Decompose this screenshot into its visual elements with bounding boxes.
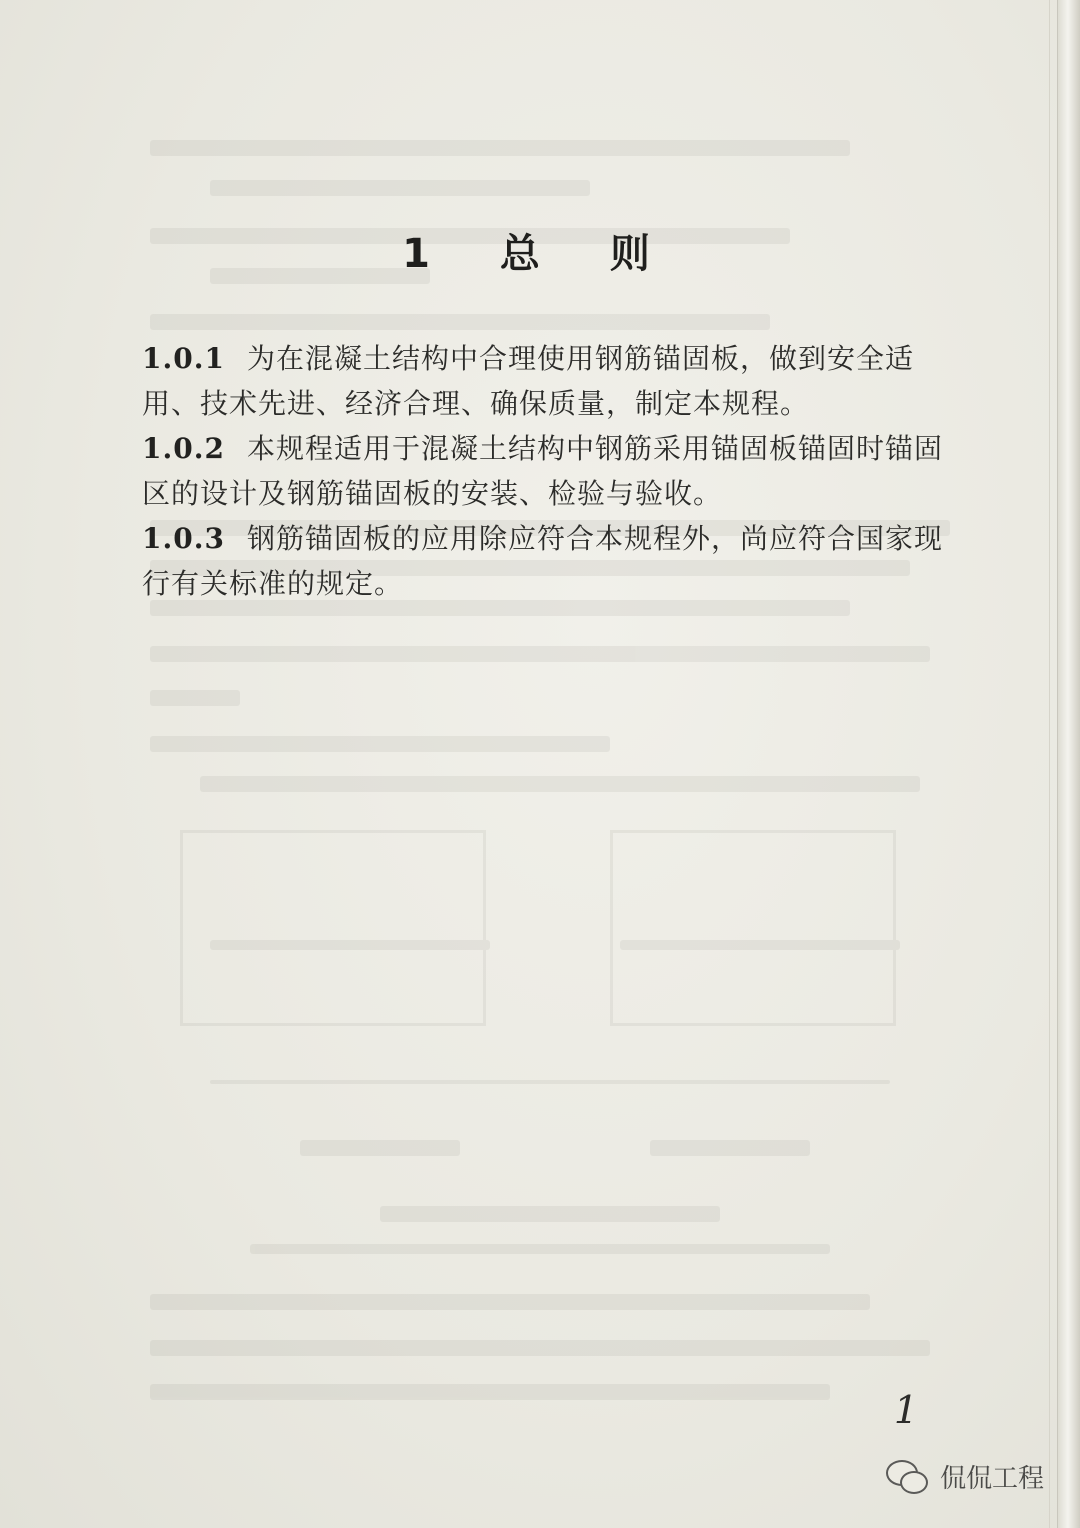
page-number: 1 — [893, 1388, 918, 1432]
clause-number: 1.0.3 — [142, 522, 225, 555]
clause-text: 本规程适用于混凝土结构中钢筋采用锚固板锚固时锚固区的设计及钢筋锚固板的安装、检验与验收。 — [142, 432, 943, 510]
clause-number: 1.0.2 — [142, 432, 225, 465]
clause-1-0-3 — [142, 516, 962, 606]
clause-text: 为在混凝土结构中合理使用钢筋锚固板，做到安全适用、技术先进、经济合理、确保质量，制定本规程。 — [142, 342, 914, 420]
clause-1-0-1 — [142, 336, 962, 426]
clause-number: 1.0.1 — [142, 342, 225, 375]
wechat-icon — [886, 1460, 928, 1494]
chapter-title: 1 总 则 — [402, 231, 678, 277]
watermark — [886, 1458, 1044, 1495]
watermark-text: 侃侃工程 — [939, 1464, 1044, 1494]
clause-1-0-2 — [142, 426, 962, 516]
clause-text: 钢筋锚固板的应用除应符合本规程外，尚应符合国家现行有关标准的规定。 — [142, 522, 943, 600]
clause-list — [142, 336, 962, 606]
